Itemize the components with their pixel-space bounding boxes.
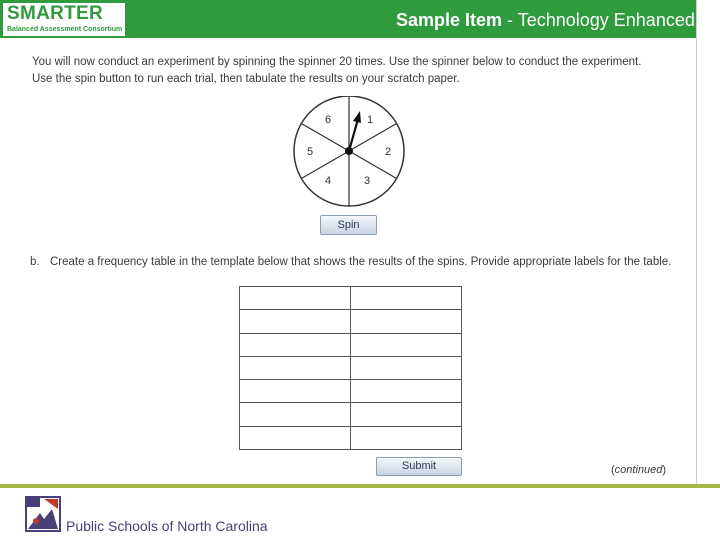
footer-divider [0, 484, 720, 488]
table-cell[interactable] [351, 287, 462, 310]
table-row [240, 310, 462, 333]
logo-sub-text: Balanced Assessment Consortium [7, 26, 123, 33]
table-cell[interactable] [351, 403, 462, 426]
part-b-prompt [30, 256, 671, 268]
logo-main-text: SMARTER [7, 3, 104, 24]
table-cell[interactable] [240, 380, 351, 403]
title-bold: Sample Item [396, 10, 503, 30]
table-cell[interactable] [240, 287, 351, 310]
table-row [240, 403, 462, 426]
instructions [32, 54, 702, 88]
table-cell[interactable] [351, 380, 462, 403]
table-row [240, 356, 462, 379]
header-bar [0, 0, 696, 38]
section-label-4: 4 [325, 175, 332, 187]
ncdpi-logo-icon [24, 495, 62, 533]
table-cell[interactable] [240, 310, 351, 333]
table-cell[interactable] [240, 333, 351, 356]
section-label-3: 3 [364, 175, 371, 187]
table-cell[interactable] [351, 310, 462, 333]
instruction-line-1: You will now conduct an experiment by spinning the spinner 20 times. Use the spinner below to conduct the experiment. [32, 56, 642, 68]
table-row [240, 426, 462, 449]
title-separator: - [502, 10, 518, 30]
section-label-5: 5 [307, 146, 314, 158]
section-label-6: 6 [325, 114, 332, 126]
part-b-letter: b. [30, 256, 40, 268]
continued-note [611, 464, 666, 476]
frequency-table [239, 286, 462, 450]
smarter-logo [3, 3, 125, 36]
section-label-1: 1 [367, 114, 374, 126]
footer-org-name: Public Schools of North Carolina [66, 518, 268, 534]
table-row [240, 287, 462, 310]
page-title [396, 10, 695, 31]
table-row [240, 380, 462, 403]
table-row [240, 333, 462, 356]
title-rest: Technology Enhanced [517, 10, 695, 30]
table-cell[interactable] [351, 356, 462, 379]
section-label-2: 2 [385, 146, 392, 158]
table-cell[interactable] [240, 426, 351, 449]
continued-close: ) [662, 464, 667, 476]
table-cell[interactable] [240, 403, 351, 426]
part-b-text: Create a frequency table in the template below that shows the results of the spins. Provide appropriate labels for the table. [50, 256, 672, 268]
spinner-hub [345, 147, 353, 155]
continued-word: continued [614, 464, 663, 476]
continued-open: ( [611, 464, 615, 476]
table-cell[interactable] [351, 333, 462, 356]
submit-button[interactable]: Submit [376, 457, 462, 476]
spinner-wheel [292, 96, 408, 208]
table-cell[interactable] [240, 356, 351, 379]
spin-button[interactable]: Spin [320, 215, 377, 235]
instruction-line-2: Use the spin button to run each trial, then tabulate the results on your scratch paper. [32, 73, 460, 85]
table-cell[interactable] [351, 426, 462, 449]
